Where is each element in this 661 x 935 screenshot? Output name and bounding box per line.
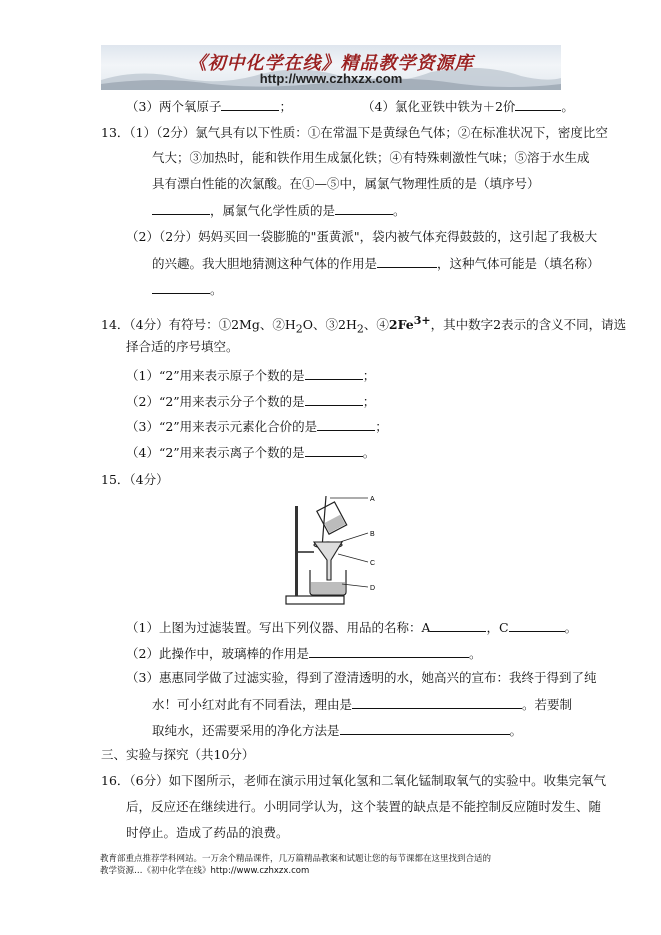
q15-item2-end: 。 bbox=[468, 646, 482, 661]
q15-item3-line3 bbox=[152, 721, 522, 740]
q15-heading: 15．（4分） bbox=[101, 472, 169, 487]
answer-blank[interactable] bbox=[221, 97, 279, 111]
subscript: 2 bbox=[295, 322, 303, 336]
q14-item3 bbox=[126, 417, 388, 436]
q14-item2-end: ； bbox=[362, 394, 376, 409]
label-a: A bbox=[370, 496, 375, 503]
q14-line1-a: 14．（4分）有符号：①2Mg、②H bbox=[101, 317, 296, 333]
q13-p2-line2-text: 的兴趣。我大胆地猜测这种气体的作用是 bbox=[152, 256, 378, 271]
answer-blank[interactable] bbox=[305, 366, 363, 380]
q13-line4 bbox=[152, 201, 406, 220]
label-d: D bbox=[370, 585, 376, 592]
answer-blank[interactable] bbox=[340, 721, 510, 735]
q14-line2: 择合适的序号填空。 bbox=[126, 339, 239, 354]
answer-blank[interactable] bbox=[430, 618, 486, 632]
q13-line3: 具有漂白性能的次氯酸。在①—⑤中，属氯气物理性质的是（填序号） bbox=[152, 176, 540, 191]
q14-line1-b: O、③2H bbox=[302, 317, 357, 333]
answer-blank[interactable] bbox=[309, 644, 469, 658]
q14-item1-text: （1）“2”用来表示原子个数的是 bbox=[126, 368, 305, 383]
answer-blank[interactable] bbox=[377, 254, 437, 268]
q13-p2-line2-end: ，这种气体可能是（填名称） bbox=[437, 256, 600, 271]
q12-item3-text: （3）两个氧原子 bbox=[126, 99, 222, 114]
q15-item3-line2 bbox=[152, 695, 572, 714]
filtrate bbox=[311, 582, 345, 594]
q14-item4-text: （4）“2”用来表示离子个数的是 bbox=[126, 445, 305, 460]
q14-item3-text: （3）“2”用来表示元素化合价的是 bbox=[126, 419, 318, 434]
banner-title: 《初中化学在线》精品教学资源库 bbox=[188, 53, 474, 74]
q15-item1-end: 。 bbox=[564, 620, 578, 635]
funnel bbox=[314, 542, 342, 580]
q14-item2 bbox=[126, 392, 375, 411]
q13-line4-mid: ，属氯气化学性质的是 bbox=[210, 203, 336, 218]
page-footer bbox=[100, 853, 570, 877]
answer-blank[interactable] bbox=[352, 695, 522, 709]
q13-line4-end: 。 bbox=[393, 203, 406, 218]
answer-blank[interactable] bbox=[152, 280, 210, 294]
q13-line2: 气大；③加热时，能和铁作用生成氯化铁；④有特殊刺激性气味；⑤溶于水生成 bbox=[152, 150, 590, 165]
answer-blank[interactable] bbox=[509, 618, 565, 632]
q12-item3 bbox=[126, 97, 292, 116]
q15-item3-line2-end: 。若要制 bbox=[522, 697, 573, 712]
q14-line1 bbox=[101, 312, 626, 339]
q15-item1-c: ，C bbox=[486, 620, 509, 635]
q12-item4 bbox=[362, 97, 574, 116]
q15-item3-line3-end: 。 bbox=[509, 723, 523, 738]
q14-item4 bbox=[126, 443, 375, 462]
footer-line2[interactable]: 教学资源…《初中化学在线》http://www.czhxzx.com bbox=[100, 866, 310, 876]
header-banner bbox=[101, 45, 561, 90]
q14-item4-end: 。 bbox=[362, 445, 376, 460]
answer-blank[interactable] bbox=[305, 443, 363, 457]
q16-line2: 后，反应还在继续进行。小明同学认为，这个装置的缺点是不能控制反应随时发生、随 bbox=[126, 799, 602, 814]
q12-item4-text: （4）氯化亚铁中铁为＋2价 bbox=[362, 99, 516, 114]
label-line-c bbox=[338, 554, 368, 562]
q13-p2-line1: （2）（2分）妈妈买回一袋膨脆的"蛋黄派"，袋内被气体充得鼓鼓的，这引起了我极大 bbox=[126, 229, 598, 244]
q15-item2-text: （2）此操作中，玻璃棒的作用是 bbox=[126, 646, 309, 661]
q13-line1: 13．（1）（2分）氯气具有以下性质：①在常温下是黄绿色气体；②在标准状况下，密度比空 bbox=[101, 125, 608, 140]
label-line-b bbox=[340, 533, 368, 542]
pouring-beaker bbox=[317, 502, 347, 534]
q13-p2-line3-end: 。 bbox=[210, 282, 223, 297]
answer-blank[interactable] bbox=[335, 201, 393, 215]
section3-heading: 三、实验与探究（共10分） bbox=[101, 747, 255, 762]
q12-item3-end: ； bbox=[279, 99, 292, 114]
q15-item2 bbox=[126, 644, 481, 663]
q14-item1 bbox=[126, 366, 375, 385]
q13-p2-line2 bbox=[152, 254, 600, 273]
label-c: C bbox=[370, 560, 376, 567]
q14-item3-end: ； bbox=[375, 419, 388, 434]
ion-symbol: 2Fe bbox=[388, 317, 414, 333]
q14-line1-c: 、④ bbox=[363, 317, 389, 333]
ion-charge: 3+ bbox=[413, 314, 431, 327]
q16-line1: 16．（6分）如下图所示，老师在演示用过氧化氢和二氧化锰制取氧气的实验中。收集完氧气 bbox=[101, 773, 607, 788]
label-b: B bbox=[370, 531, 375, 538]
answer-blank[interactable] bbox=[317, 417, 375, 431]
stand-rod bbox=[295, 506, 298, 596]
q14-item1-end: ； bbox=[362, 368, 376, 383]
subscript: 2 bbox=[356, 322, 364, 336]
q16-line3: 时停止。造成了药品的浪费。 bbox=[126, 825, 289, 840]
filtration-apparatus-figure bbox=[280, 492, 380, 614]
banner-url[interactable]: http://www.czhxzx.com bbox=[259, 71, 403, 86]
q15-item1 bbox=[126, 618, 577, 637]
answer-blank[interactable] bbox=[305, 392, 363, 406]
q15-item1-text: （1）上图为过滤装置。写出下列仪器、用品的名称：A bbox=[126, 620, 431, 635]
answer-blank[interactable] bbox=[515, 97, 561, 111]
q15-item3-line3-text: 取纯水，还需要采用的净化方法是 bbox=[152, 723, 340, 738]
q15-item3-line1: （3）惠惠同学做了过滤实验，得到了澄清透明的水，她高兴的宣布：我终于得到了纯 bbox=[126, 670, 597, 685]
q15-item3-line2-text: 水！可小红对此有不同看法，理由是 bbox=[152, 697, 353, 712]
stand-base bbox=[286, 596, 344, 604]
q13-p2-line3 bbox=[152, 280, 223, 299]
q14-line1-d: ，其中数字2表示的含义不同，请选 bbox=[430, 317, 627, 333]
footer-line1: 教育部重点推荐学科网站。一万余个精品课件，几万篇精品教案和试题让您的每节课都在这里找到合适的 bbox=[100, 854, 492, 864]
q12-item4-end: 。 bbox=[561, 99, 574, 114]
q14-item2-text: （2）“2”用来表示分子个数的是 bbox=[126, 394, 305, 409]
answer-blank[interactable] bbox=[152, 201, 210, 215]
